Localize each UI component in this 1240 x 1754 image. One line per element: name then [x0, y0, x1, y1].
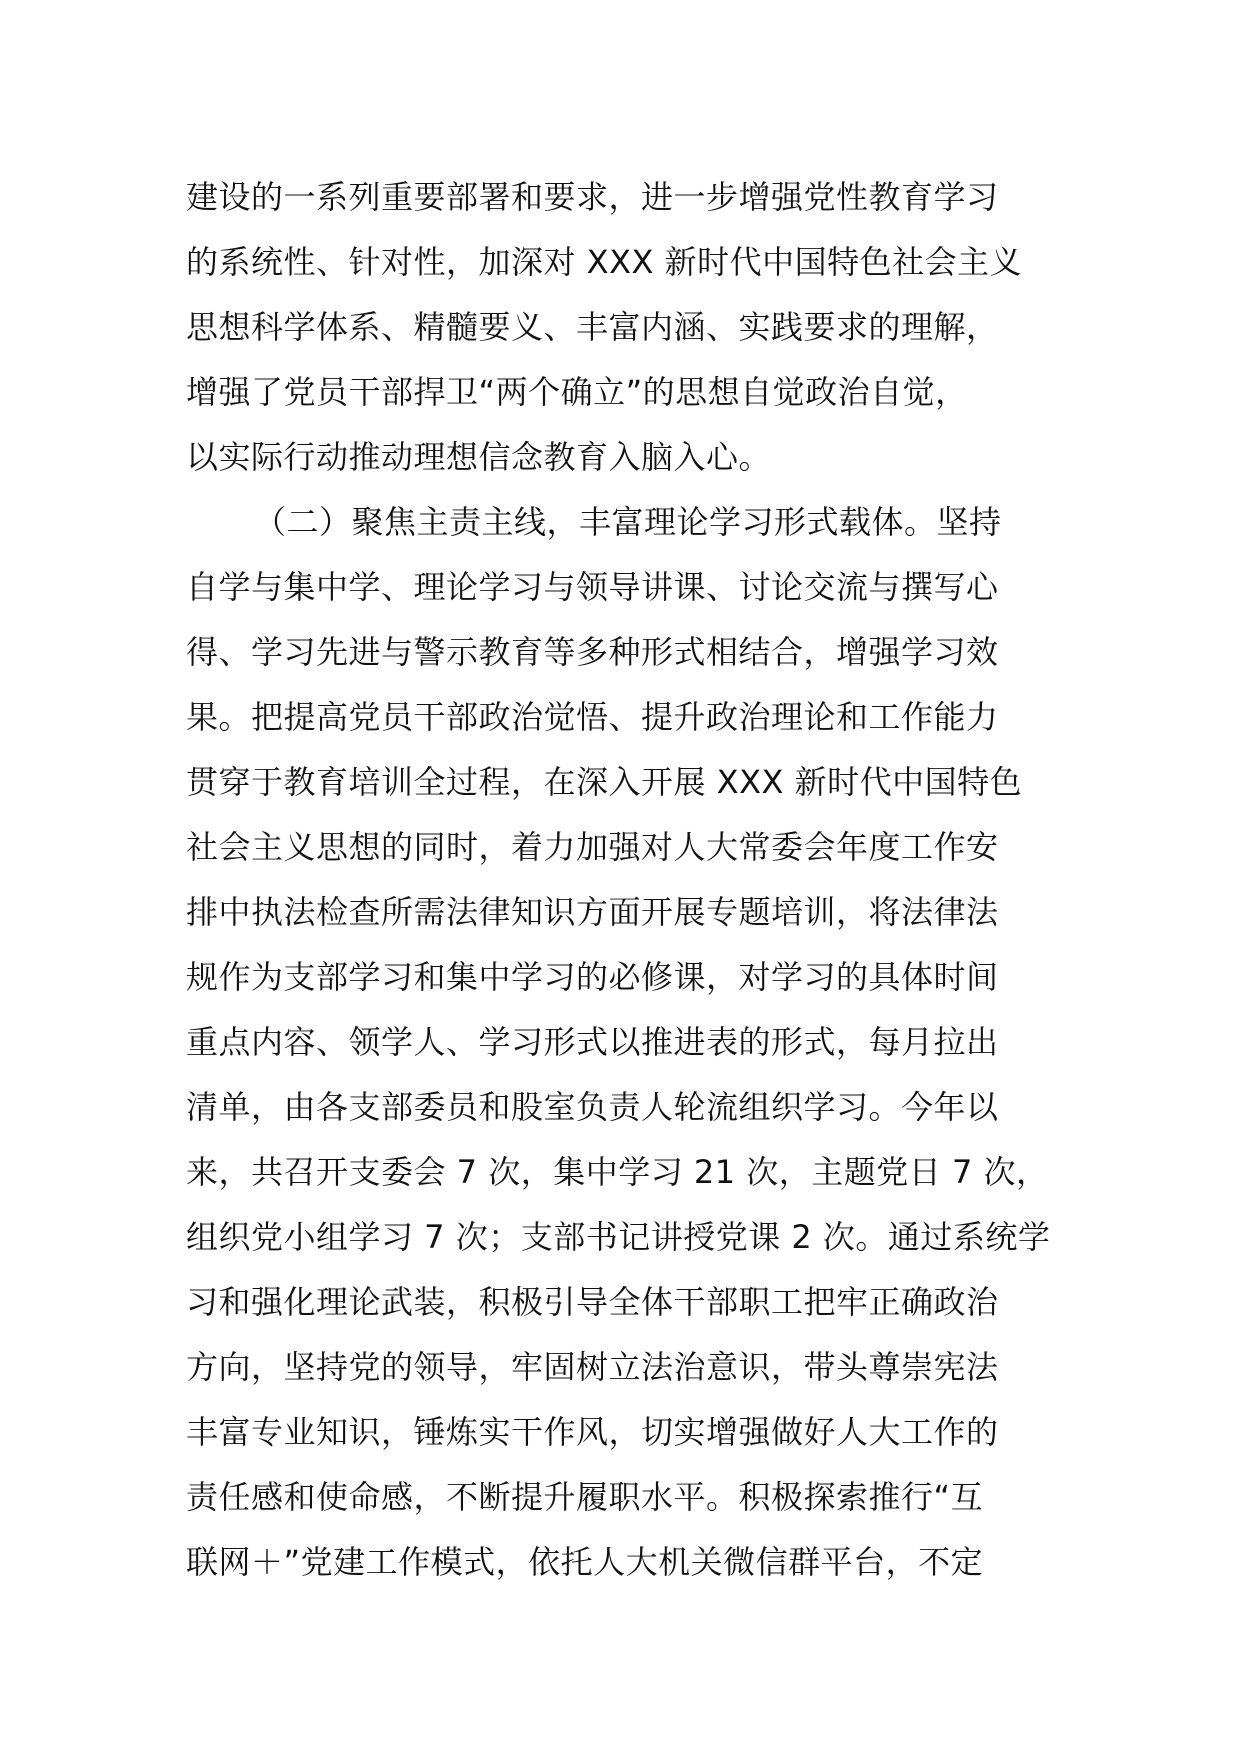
text-line-2: 的系统性、针对性，加深对 XXX 新时代中国特色社会主义: [186, 243, 1023, 281]
text-line-1: 建设的一系列重要部署和要求，进一步增强党性教育学习: [186, 178, 999, 216]
text-line-5: 以实际行动推动理想信念教育入脑入心。: [186, 438, 772, 476]
text-line-10: 贯穿于教育培训全过程，在深入开展 XXX 新时代中国特色: [186, 763, 1023, 801]
section-heading-line: （二）聚焦主责主线，丰富理论学习形式载体。坚持: [254, 503, 1002, 541]
text-line-16: 来，共召开支委会 7 次，集中学习 21 次，主题党日 7 次，: [186, 1153, 1049, 1191]
document-body: [186, 165, 1066, 1595]
text-line-3: 思想科学体系、精髓要义、丰富内涵、实践要求的理解，: [186, 308, 999, 346]
text-line-8: 得、学习先进与警示教育等多种形式相结合，增强学习效: [186, 633, 999, 671]
text-line-4: 增强了党员干部捍卫“两个确立”的思想自觉政治自觉，: [186, 373, 968, 411]
text-line-13: 规作为支部学习和集中学习的必修课，对学习的具体时间: [186, 958, 999, 996]
text-line-17: 组织党小组学习 7 次；支部书记讲授党课 2 次。通过系统学: [186, 1218, 1051, 1256]
text-line-19: 方向，坚持党的领导，牢固树立法治意识，带头尊崇宪法: [186, 1348, 999, 1386]
text-line-20: 丰富专业知识，锤炼实干作风，切实增强做好人大工作的: [186, 1413, 999, 1451]
text-line-22: 联网＋”党建工作模式，依托人大机关微信群平台，不定: [186, 1543, 984, 1581]
text-line-21: 责任感和使命感，不断提升履职水平。积极探索推行“互: [186, 1478, 984, 1516]
text-line-15: 清单，由各支部委员和股室负责人轮流组织学习。今年以: [186, 1088, 999, 1126]
text-line-7: 自学与集中学、理论学习与领导讲课、讨论交流与撰写心: [186, 568, 999, 606]
text-line-9: 果。把提高党员干部政治觉悟、提升政治理论和工作能力: [186, 698, 999, 736]
text-line-12: 排中执法检查所需法律知识方面开展专题培训，将法律法: [186, 893, 999, 931]
text-line-14: 重点内容、领学人、学习形式以推进表的形式，每月拉出: [186, 1023, 999, 1061]
text-line-18: 习和强化理论武装，积极引导全体干部职工把牢正确政治: [186, 1283, 999, 1321]
text-line-11: 社会主义思想的同时，着力加强对人大常委会年度工作安: [186, 828, 999, 866]
